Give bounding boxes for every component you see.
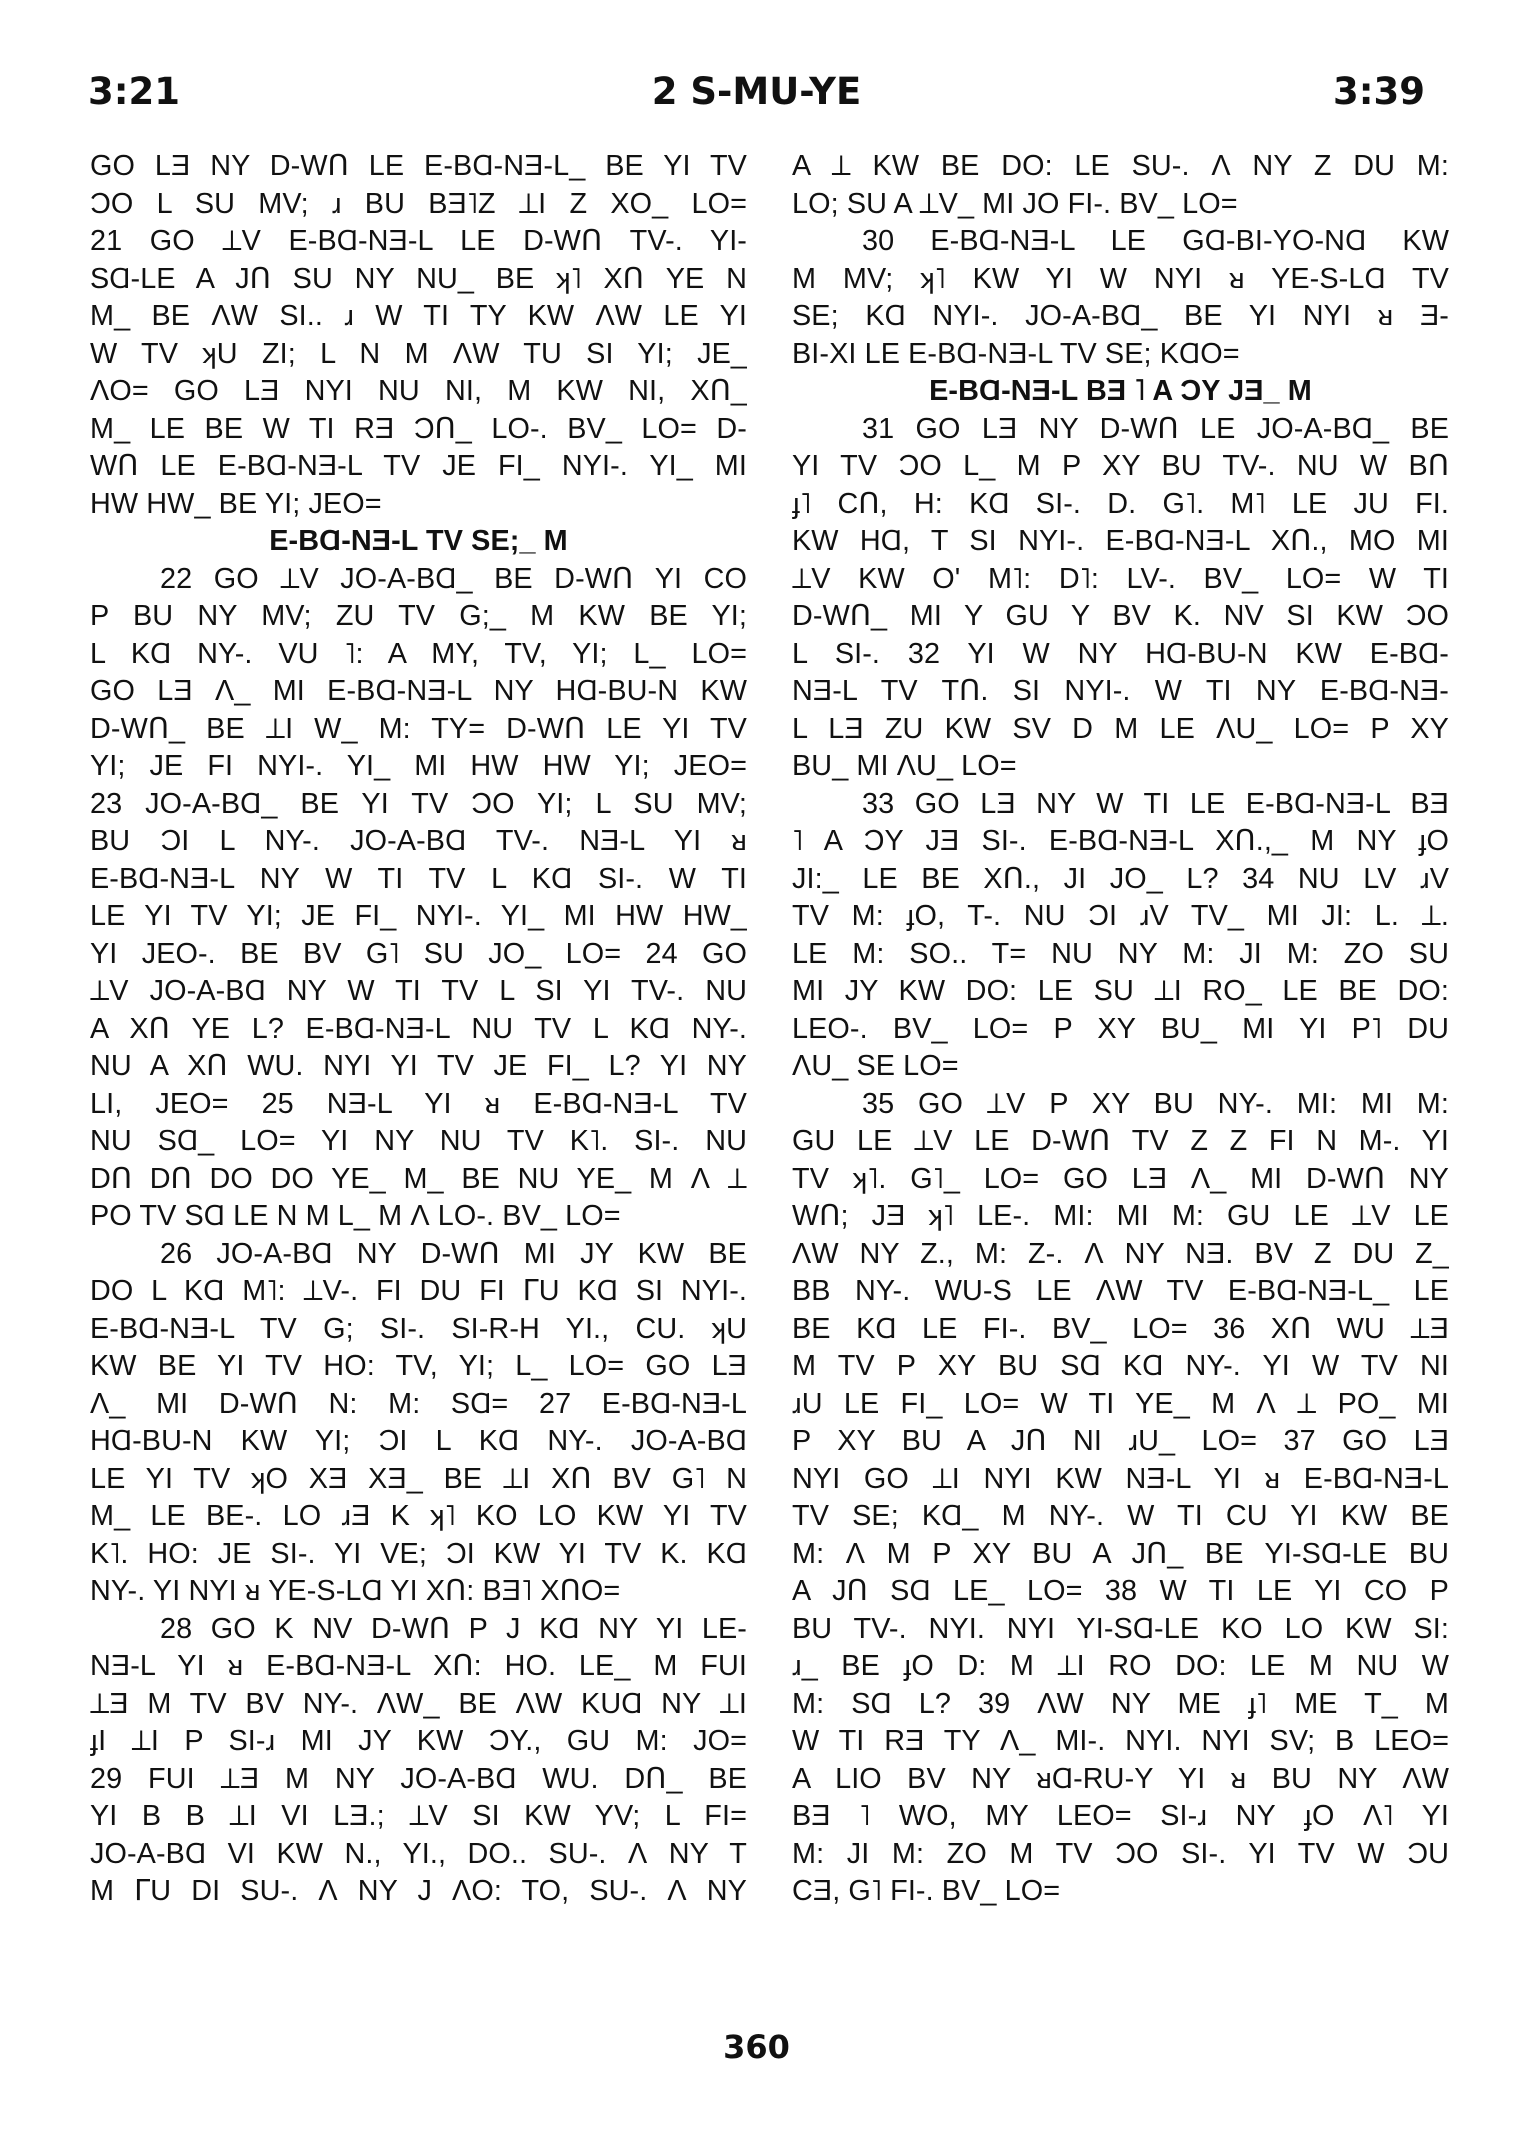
text-line: TV ʞ˥. G˥_ LO= GO LƎ Ʌ_ MI D-WՈ NY (792, 1162, 1449, 1195)
text-line: D-WՈ_ BE ⟂I W_ M: TY= D-WՈ LE YI TV (90, 712, 747, 745)
text-line: WՈ; JƎ ʞ˥ LE-. MI: MI M: GU LE ⟂V LE (792, 1200, 1449, 1232)
text-line: 26 JO-A-BⱭ NY D-WՈ MI JY KW BE (160, 1237, 747, 1270)
text-line: LEO-. BV_ LO= P XY BU_ MI YI P˥ DU (792, 1012, 1449, 1045)
text-line: HW HW_ BE YI; JEO= (90, 487, 382, 520)
text-line: ɅU_ SE LO= (792, 1050, 959, 1082)
text-line: BE KⱭ LE FI-. BV_ LO= 36 XՈ WU ⟂Ǝ (792, 1312, 1449, 1345)
text-line: P XY BU A JՈ NI ɹU_ LO= 37 GO LƎ (792, 1425, 1449, 1457)
text-line: K˥. HO: JE SI-. YI VE; ƆI KW YI TV K. KⱭ (90, 1537, 747, 1570)
text-line: LE M: SO.. T= NU NY M: JI M: ZO SU (792, 937, 1449, 970)
text-line: ɹU LE FI_ LO= W TI YE_ M Ʌ ⟂ PO_ MI (792, 1387, 1449, 1420)
text-line: A XՈ YE L? E-BⱭ-NƎ-L NU TV L KⱭ NY-. (90, 1012, 747, 1045)
text-line: JI:_ LE BE XՈ., JI JO_ L? 34 NU LV ɹV (792, 862, 1449, 895)
text-line: ɟI ⟂I P SI-ɹ MI JY KW ƆY., GU M: JO= (90, 1725, 747, 1757)
text-line: JO-A-BⱭ VI KW N., YI., DO.. SU-. Ʌ NY T (90, 1837, 747, 1870)
text-line: KW BE YI TV HO: TV, YI; L_ LO= GO LƎ (90, 1350, 747, 1382)
text-line: GO LƎ NY D-WՈ LE E-BⱭ-NƎ-L_ BE YI TV (90, 150, 747, 182)
text-line: 31 GO LƎ NY D-WՈ LE JO-A-BⱭ_ BE (862, 412, 1449, 445)
text-line: YI TV ƆO L_ M P XY BU TV-. NU W BՈ (792, 450, 1449, 482)
text-line: D-WՈ_ MI Y GU Y BV K. NV SI KW ƆO (792, 600, 1449, 632)
text-line: M: SⱭ L? 39 ɅW NY ME ɟ˥ ME T_ M (792, 1687, 1449, 1720)
text-line: L KⱭ NY-. VU ˥: A MY, TV, YI; L_ LO= (90, 637, 747, 670)
text-line: ˥ A ƆY JƎ SI-. E-BⱭ-NƎ-L XՈ.,_ M NY ɟO (792, 825, 1449, 857)
text-line: 29 FUI ⟂Ǝ M NY JO-A-BⱭ WU. DՈ_ BE (90, 1762, 747, 1795)
left-text-column (90, 148, 747, 1911)
text-line: A JՈ SⱭ LE_ LO= 38 W TI LE YI CO P (792, 1575, 1449, 1607)
text-line: 28 GO K NV D-WՈ P J KⱭ NY YI LE- (160, 1612, 747, 1645)
text-line: LO; SU A ⟂V_ MI JO FI-. BV_ LO= (792, 187, 1238, 220)
header-end-reference: 3:39 (1332, 70, 1425, 113)
text-line: CƎ, G˥ FI-. BV_ LO= (792, 1875, 1061, 1907)
text-line: SⱭ-LE A JՈ SU NY NU_ BE ʞ˥ XՈ YE N (90, 262, 747, 295)
text-line: GU LE ⟂V LE D-WՈ TV Z Z FI N M-. YI (792, 1125, 1449, 1157)
text-line: M_ LE BE W TI RƎ ƆՈ_ LO-. BV_ LO= D- (90, 412, 747, 445)
text-line: M ᒥU DI SU-. Ʌ NY J ɅO: TO, SU-. Ʌ NY (90, 1875, 747, 1907)
text-line: BB NY-. WU-S LE ɅW TV E-BⱭ-NƎ-L_ LE (792, 1275, 1449, 1307)
text-line: BI-XI LE E-BⱭ-NƎ-L TV SE; KⱭO= (792, 337, 1240, 370)
text-line: ⟂Ǝ M TV BV NY-. ɅW_ BE ɅW KUⱭ NY ⟂I (90, 1687, 747, 1720)
text-line: A LIO BV NY ᴚⱭ-RU-Y YI ᴚ BU NY ɅW (792, 1762, 1449, 1795)
text-line: BU_ MI ɅU_ LO= (792, 750, 1017, 782)
text-line: 23 JO-A-BⱭ_ BE YI TV ƆO YI; L SU MV; (90, 787, 747, 820)
text-line: GO LƎ Ʌ_ MI E-BⱭ-NƎ-L NY HⱭ-BU-N KW (90, 675, 747, 707)
text-line: M_ LE BE-. LO ɹƎ K ʞ˥ KO LO KW YI TV (90, 1500, 747, 1532)
text-line: TV SE; KⱭ_ M NY-. W TI CU YI KW BE (792, 1500, 1449, 1532)
section-heading: E-BⱭ-NƎ-L TV SE;_ M (269, 525, 568, 557)
text-line: BU TV-. NYI. NYI YI-SⱭ-LE KO LO KW SI: (792, 1612, 1449, 1645)
text-line: MI JY KW DO: LE SU ⟂I RO_ LE BE DO: (792, 975, 1449, 1007)
header-book-title: 2 S-MU-YE (651, 70, 862, 113)
text-line: 21 GO ⟂V E-BⱭ-NƎ-L LE D-WՈ TV-. YI- (90, 225, 747, 257)
text-line: NU SⱭ_ LO= YI NY NU TV K˥. SI-. NU (90, 1125, 747, 1157)
text-line: NU A XՈ WU. NYI YI TV JE FI_ L? YI NY (90, 1050, 747, 1082)
text-line: DՈ DՈ DO DO YE_ M_ BE NU YE_ M Ʌ ⟂ (90, 1162, 747, 1195)
text-line: ⟂V KW O' M˥: D˥: LV-. BV_ LO= W TI (792, 562, 1449, 595)
text-line: P BU NY MV; ZU TV G;_ M KW BE YI; (90, 600, 747, 632)
text-line: M: Ʌ M P XY BU A JՈ_ BE YI-SⱭ-LE BU (792, 1537, 1449, 1570)
text-line: ɹ_ BE ɟO D: M ⟂I RO DO: LE M NU W (792, 1650, 1449, 1682)
text-line: L SI-. 32 YI W NY HⱭ-BU-N KW E-BⱭ- (792, 637, 1449, 670)
text-line: 35 GO ⟂V P XY BU NY-. MI: MI M: (862, 1087, 1449, 1120)
text-line: BƎ ˥ WO, MY LEO= SI-ɹ NY ɟO Ʌ˥ YI (792, 1800, 1449, 1832)
text-line: NY-. YI NYI ᴚ YE-S-LⱭ YI XՈ: BƎ˥ XՈO= (90, 1575, 621, 1607)
text-line: YI JEO-. BE BV G˥ SU JO_ LO= 24 GO (90, 937, 747, 970)
text-line: M_ BE ɅW SI.. ɹ W TI TY KW ɅW LE YI (90, 300, 747, 332)
text-line: 30 E-BⱭ-NƎ-L LE GⱭ-BI-YO-NⱭ KW (862, 225, 1449, 257)
text-line: NYI GO ⟂I NYI KW NƎ-L YI ᴚ E-BⱭ-NƎ-L (792, 1462, 1449, 1495)
right-text-column (792, 148, 1449, 1911)
text-line: KW HⱭ, T SI NYI-. E-BⱭ-NƎ-L XՈ., MO MI (792, 525, 1449, 557)
text-line: LE YI TV YI; JE FI_ NYI-. YI_ MI HW HW_ (90, 900, 747, 932)
text-line: E-BⱭ-NƎ-L NY W TI TV L KⱭ SI-. W TI (90, 862, 747, 895)
text-line: PO TV SⱭ LE N M L_ M Ʌ LO-. BV_ LO= (90, 1200, 621, 1232)
text-line: WՈ LE E-BⱭ-NƎ-L TV JE FI_ NYI-. YI_ MI (90, 450, 747, 482)
text-line: YI; JE FI NYI-. YI_ MI HW HW YI; JEO= (90, 750, 747, 782)
text-line: YI B B ⟂I VI LƎ.; ⟂V SI KW YV; L FI= (90, 1800, 747, 1832)
page-number: 360 (723, 2028, 790, 2066)
text-line: M TV P XY BU SⱭ KⱭ NY-. YI W TV NI (792, 1350, 1449, 1382)
header-start-reference: 3:21 (88, 70, 181, 113)
text-line: 33 GO LƎ NY W TI LE E-BⱭ-NƎ-L BƎ (862, 787, 1449, 820)
text-line: SE; KⱭ NYI-. JO-A-BⱭ_ BE YI NYI ᴚ Ǝ- (792, 300, 1449, 332)
text-line: BU ƆI L NY-. JO-A-BⱭ TV-. NƎ-L YI ᴚ (90, 825, 747, 857)
text-line: NƎ-L TV TՈ. SI NYI-. W TI NY E-BⱭ-NƎ- (792, 675, 1449, 707)
text-line: ⟂V JO-A-BⱭ NY W TI TV L SI YI TV-. NU (90, 975, 747, 1007)
text-line: HⱭ-BU-N KW YI; ƆI L KⱭ NY-. JO-A-BⱭ (90, 1425, 747, 1457)
page-header (88, 70, 1425, 130)
text-line: NƎ-L YI ᴚ E-BⱭ-NƎ-L XՈ: HO. LE_ M FUI (90, 1650, 747, 1682)
text-line: E-BⱭ-NƎ-L TV G; SI-. SI-R-H YI., CU. ʞU (90, 1312, 747, 1345)
text-line: ɅO= GO LƎ NYI NU NI, M KW NI, XՈ_ (90, 375, 747, 407)
text-line: ɟ˥ CՈ, H: KⱭ SI-. D. G˥. M˥ LE JU FI. (792, 487, 1449, 520)
text-line: DO L KⱭ M˥: ⟂V-. FI DU FI ᒥU KⱭ SI NYI-. (90, 1275, 747, 1307)
text-line: LI, JEO= 25 NƎ-L YI ᴚ E-BⱭ-NƎ-L TV (90, 1087, 747, 1120)
text-line: W TI RƎ TY Ʌ_ MI-. NYI. NYI SV; B LEO= (792, 1725, 1449, 1757)
text-line: M MV; ʞ˥ KW YI W NYI ᴚ YE-S-LⱭ TV (792, 262, 1449, 295)
text-line: ƆO L SU MV; ɹ BU BƎ˥Z ⟂I Z XO_ LO= (90, 187, 747, 220)
text-line: L LƎ ZU KW SV D M LE ɅU_ LO= P XY (792, 712, 1449, 745)
text-line: 22 GO ⟂V JO-A-BⱭ_ BE D-WՈ YI CO (160, 562, 747, 595)
text-line: A ⟂ KW BE DO: LE SU-. Ʌ NY Z DU M: (792, 150, 1449, 182)
text-line: W TV ʞU ZI; L N M ɅW TU SI YI; JE_ (90, 337, 747, 370)
text-line: LE YI TV ʞO XƎ XƎ_ BE ⟂I XՈ BV G˥ N (90, 1462, 747, 1495)
text-line: TV M: ɟO, T-. NU ƆI ɹV TV_ MI JI: L. ⟂. (792, 900, 1449, 932)
text-line: M: JI M: ZO M TV ƆO SI-. YI TV W ƆU (792, 1837, 1449, 1870)
text-line: ɅW NY Z., M: Z-. Ʌ NY NƎ. BV Z DU Z_ (792, 1237, 1449, 1270)
text-line: Ʌ_ MI D-WՈ N: M: SⱭ= 27 E-BⱭ-NƎ-L (90, 1387, 747, 1420)
section-heading: E-BⱭ-NƎ-L BƎ ˥ A ƆY JƎ_ M (929, 375, 1312, 407)
